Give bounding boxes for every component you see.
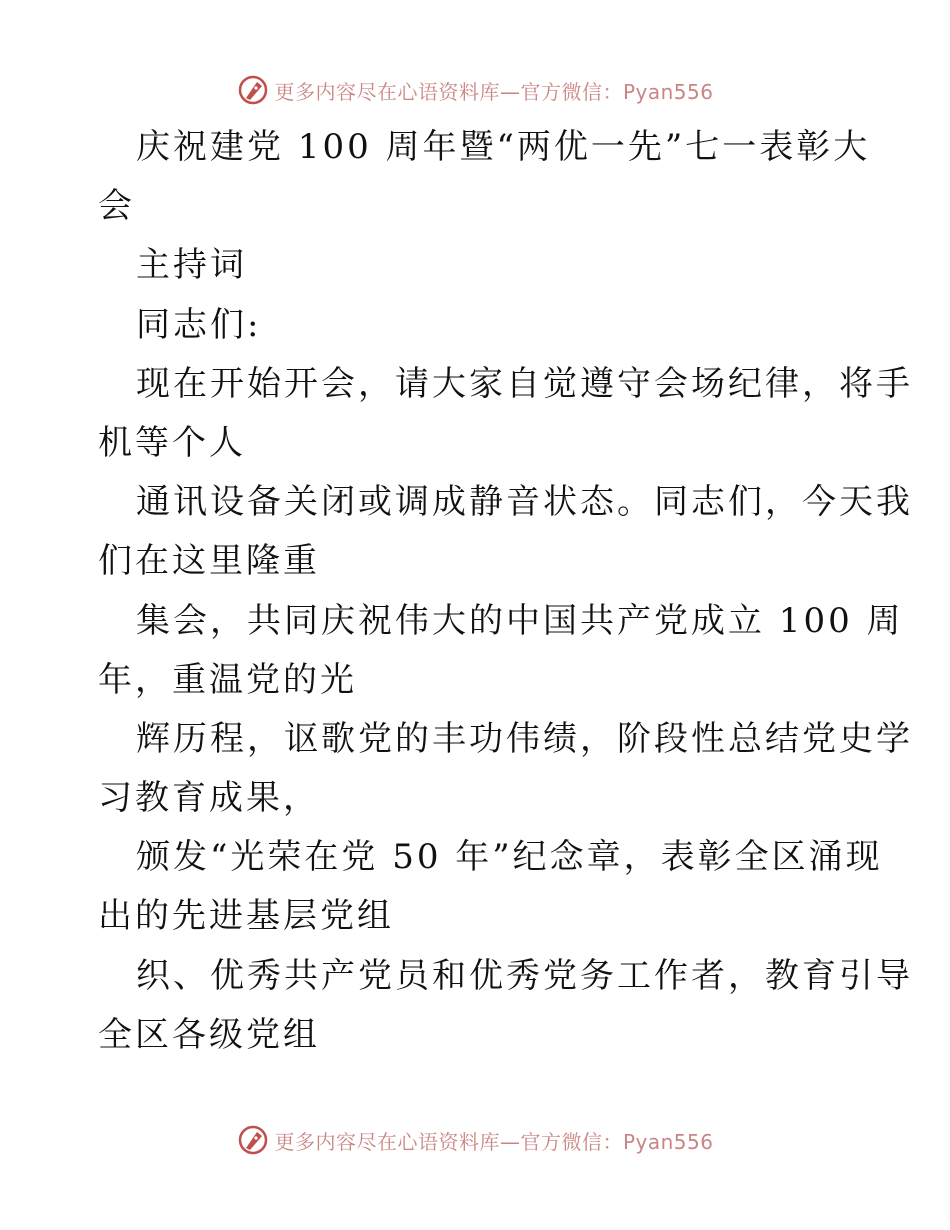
footer-watermark [0,1120,950,1160]
text-line: 同志们: [136,304,262,345]
watermark-text: 更多内容尽在心语资料库—官方微信：Pyan556 [274,79,714,104]
text-line: 庆祝建党 100 周年暨“两优一先”七一表彰大 [136,127,871,167]
pen-nib-circle-icon [236,1123,270,1157]
text-line: 习教育成果， [98,778,320,819]
text-line: 全区各级党组 [98,1014,320,1055]
text-line: 机等个人 [98,422,246,463]
header-watermark [0,70,950,110]
text-line: 通讯设备关闭或调成静音状态。同志们，今天我 [136,482,913,523]
text-line: 主持词 [136,245,247,286]
text-line: 现在开始开会，请大家自觉遵守会场纪律，将手 [136,363,913,404]
text-line: 们在这里隆重 [98,541,320,582]
text-line: 出的先进基层党组 [98,896,394,937]
document-body [98,118,913,1065]
text-line: 集会，共同庆祝伟大的中国共产党成立 100 周 [136,600,904,641]
watermark-text: 更多内容尽在心语资料库—官方微信：Pyan556 [274,1129,714,1154]
text-line: 会 [98,186,135,227]
text-line: 织、优秀共产党员和优秀党务工作者，教育引导 [136,955,913,996]
text-line: 辉历程，讴歌党的丰功伟绩，阶段性总结党史学 [136,718,913,759]
pen-nib-circle-icon [236,73,270,107]
text-line: 颁发“光荣在党 50 年”纪念章，表彰全区涌现 [136,837,883,878]
text-line: 年，重温党的光 [98,659,357,700]
